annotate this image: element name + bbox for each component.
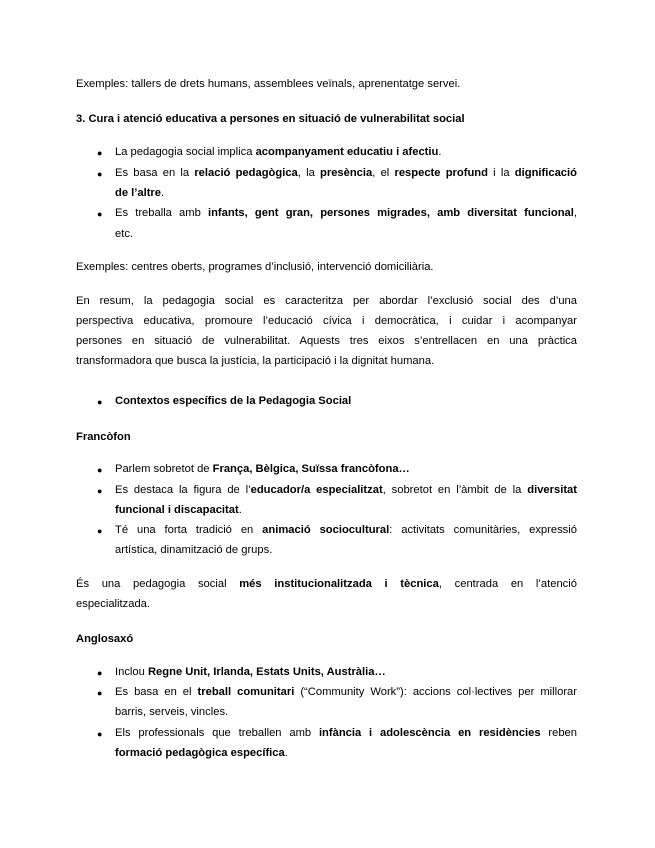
list-item-continuation: de l’altre. bbox=[115, 187, 165, 199]
closing-paragraph: És una pedagogia social més institucionalitzada i tècnica, centrada en l’atenció bbox=[76, 578, 577, 590]
summary-line: En resum, la pedagogia social es caracteritza per abordar l’exclusió social des d’una bbox=[76, 295, 577, 307]
bullet-icon: ● bbox=[97, 148, 103, 158]
list-item: Inclou Regne Unit, Irlanda, Estats Units, Austràlia… bbox=[115, 666, 386, 678]
summary-line: transformadora que busca la justícia, la participació i la dignitat humana. bbox=[76, 355, 435, 367]
bullet-icon: ● bbox=[97, 668, 103, 678]
summary-line: perspectiva educativa, promoure l’educació cívica i democràtica, i cuidar i acompanyar bbox=[76, 315, 577, 327]
bullet-icon: ● bbox=[97, 209, 103, 219]
closing-paragraph-continuation: especialitzada. bbox=[76, 598, 151, 610]
bullet-icon: ● bbox=[97, 486, 103, 496]
list-item-continuation: formació pedagògica específica. bbox=[115, 747, 288, 759]
list-item: Es treballa amb infants, gent gran, persones migrades, amb diversitat funcional, bbox=[115, 207, 577, 219]
contexts-heading: Contextos específics de la Pedagogia Social bbox=[115, 395, 352, 407]
list-item: Es destaca la figura de l’educador/a especialitzat, sobretot en l’àmbit de la diversitat bbox=[115, 484, 577, 496]
subsection-heading: Anglosaxó bbox=[76, 633, 134, 645]
list-item: Es basa en la relació pedagògica, la presència, el respecte profund i la dignificació bbox=[115, 167, 577, 179]
bullet-icon: ● bbox=[97, 169, 103, 179]
list-item-continuation: barris, serveis, vincles. bbox=[115, 706, 229, 718]
list-item-continuation: funcional i discapacitat. bbox=[115, 504, 242, 516]
list-item-continuation: artística, dinamització de grups. bbox=[115, 544, 273, 556]
examples-paragraph: Exemples: centres oberts, programes d’inclusió, intervenció domiciliària. bbox=[76, 261, 434, 273]
bullet-icon: ● bbox=[97, 397, 103, 407]
bullet-icon: ● bbox=[97, 688, 103, 698]
list-item: Es basa en el treball comunitari (“Community Work”): accions col·lectives per millorar bbox=[115, 686, 577, 698]
summary-line: persones en situació de vulnerabilitat. Aquests tres eixos s’entrellacen en una pràctica bbox=[76, 335, 577, 347]
subsection-heading: Francòfon bbox=[76, 431, 131, 443]
examples-paragraph: Exemples: tallers de drets humans, assemblees veïnals, aprenentatge servei. bbox=[76, 78, 461, 90]
bullet-icon: ● bbox=[97, 729, 103, 739]
bullet-icon: ● bbox=[97, 465, 103, 475]
section-heading: 3. Cura i atenció educativa a persones en situació de vulnerabilitat social bbox=[76, 113, 465, 125]
list-item-continuation: etc. bbox=[115, 228, 134, 240]
list-item: Té una forta tradició en animació sociocultural: activitats comunitàries, expressió bbox=[115, 524, 577, 536]
list-item: Els professionals que treballen amb infància i adolescència en residències reben bbox=[115, 727, 577, 739]
bullet-icon: ● bbox=[97, 526, 103, 536]
list-item: La pedagogia social implica acompanyament educatiu i afectiu. bbox=[115, 146, 442, 158]
list-item: Parlem sobretot de França, Bèlgica, Suïssa francòfona… bbox=[115, 463, 410, 475]
